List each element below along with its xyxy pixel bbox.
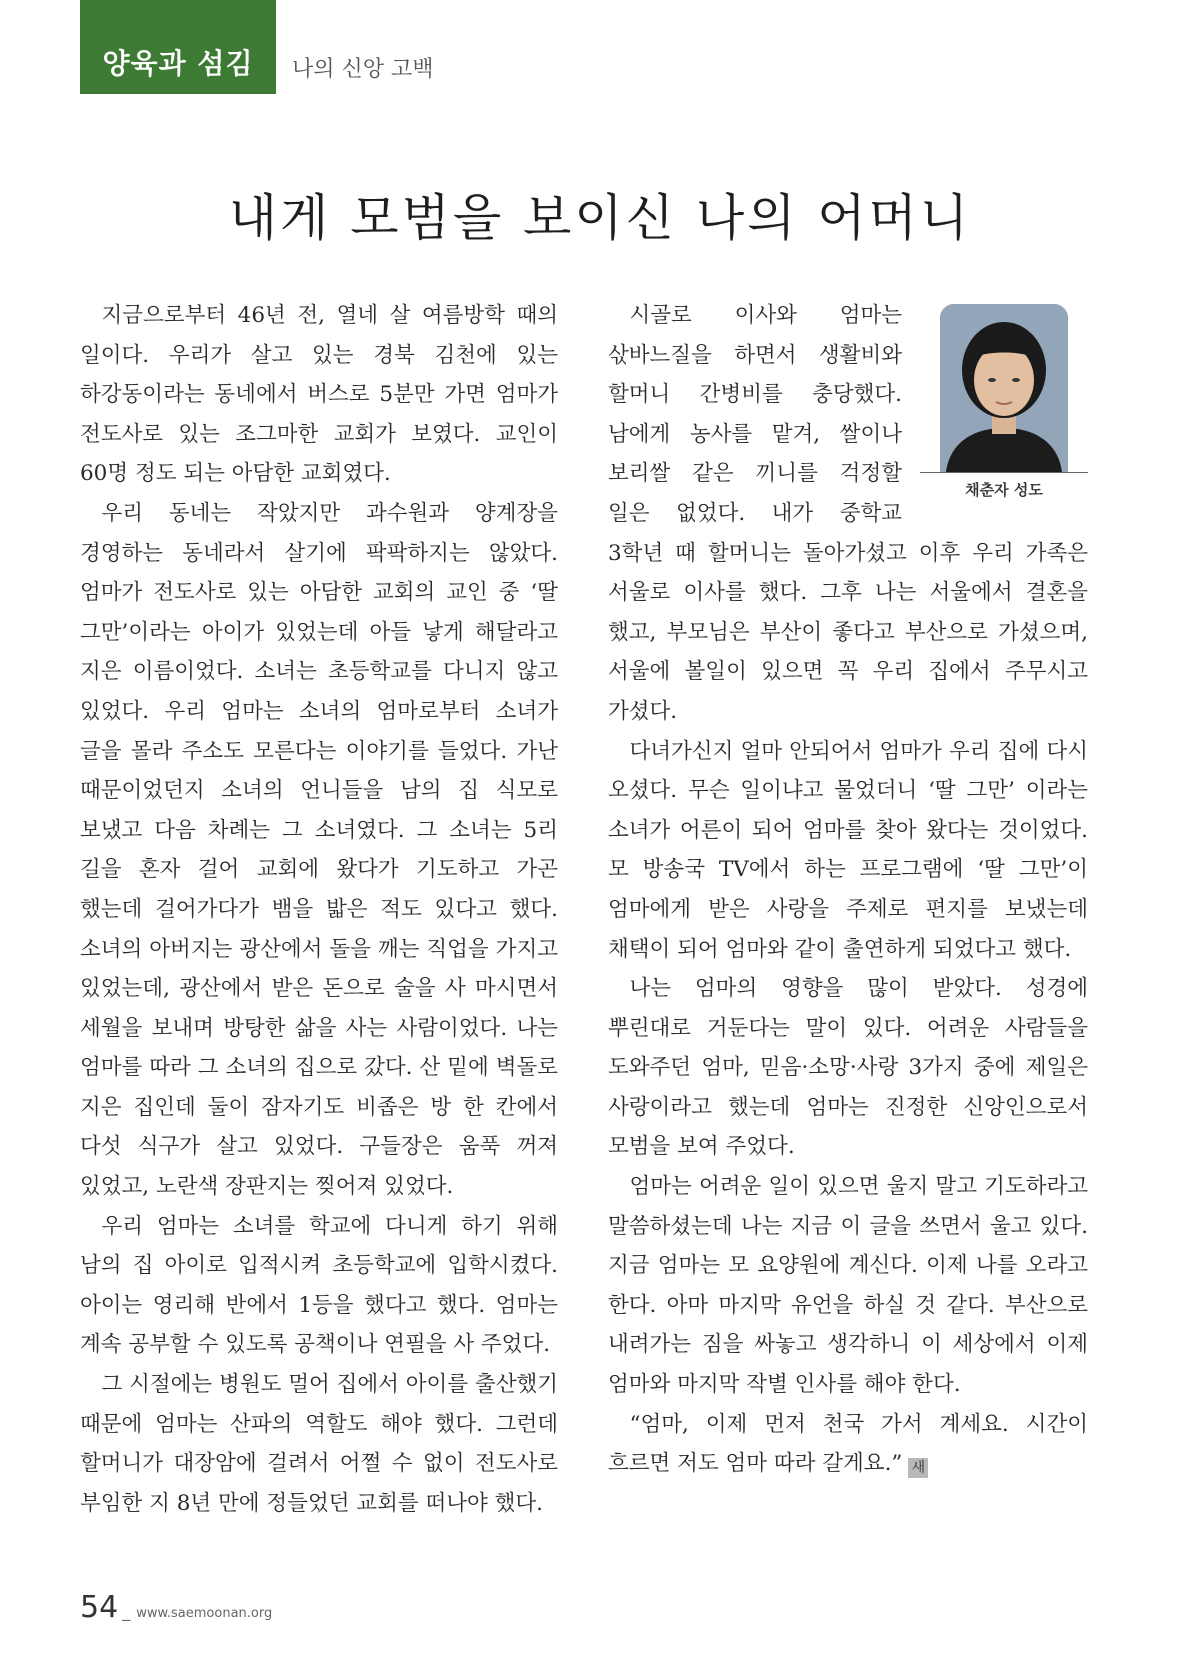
- page-number: 54: [80, 1590, 119, 1625]
- paragraph: 나는 엄마의 영향을 많이 받았다. 성경에 뿌린대로 거둔다는 말이 있다. 어려운 사람들을 도와주던 엄마, 믿음·소망·사랑 3가지 중에 제일은 사랑이라고 했는데 엄마는 진정한 신앙인으로서 모범을 보여 주었다.: [608, 976, 1088, 1160]
- author-photo: [940, 304, 1068, 472]
- paragraph: 시골로 이사와 엄마는 삯바느질을 하면서 생활비와 할머니 간병비를 충당했다. 남에게 농사를 맡겨, 쌀이나 보리쌀 같은 끼니를 걱정할 일은 없었다. 내가 중학교 3학년 때 할머니는 돌아가셨고 이후 우리 가족은 서울로 이사를 했다. 그후 나는 서울에서 결혼을 했고, 부모님은 부산이 좋다고 부산으로 가셨으며, 서울에 볼일이 있으면 꼭 우리 집에서 주무시고 가셨다.: [608, 303, 1088, 724]
- footer-separator: _: [122, 1602, 131, 1621]
- paragraph: 우리 동네는 작았지만 과수원과 양계장을 경영하는 동네라서 살기에 팍팍하지는 않았다. 엄마가 전도사로 있는 아담한 교회의 교인 중 ‘딸 그만’이라는 아이가 있었는데 아들 낳게 해달라고 지은 이름이었다. 소녀는 초등학교를 다니지 않고 있었다. 우리 엄마는 소녀의 엄마로부터 소녀가 글을 몰라 주소도 모른다는 이야기를 들었다. 가난 때문이었던지 소녀의 언니들을 남의 집 식모로 보냈고 다음 차례는 그 소녀였다. 그 소녀는 5리 길을 혼자 걸어 교회에 왔다가 기도하고 가곤 했는데 걸어가다가 뱀을 밟은 적도 있다고 했다. 소녀의 아버지는 광산에서 돌을 깨는 직업을 가지고 있었는데, 광산에서 받은 돈으로 술을 사 마시면서 세월을 보내며 방탕한 삶을 사는 사람이었다. 나는 엄마를 따라 그 소녀의 집으로 갔다. 산 밑에 벽돌로 지은 집인데 둘이 잠자기도 비좁은 방 한 칸에서 다섯 식구가 살고 있었다. 구들장은 움푹 꺼져 있었고, 노란색 장판지는 찢어져 있었다.: [80, 500, 558, 1200]
- paragraph: 우리 엄마는 소녀를 학교에 다니게 하기 위해 남의 집 아이로 입적시켜 초등학교에 입학시켰다. 아이는 영리해 반에서 1등을 했다고 했다. 엄마는 계속 공부할 수 있도록 공책이나 연필을 사 주었다.: [80, 1213, 558, 1358]
- author-photo-box: [920, 304, 1088, 506]
- article-column-left: [80, 296, 558, 1523]
- article-title: 내게 모범을 보이신 나의 어머니: [228, 189, 972, 247]
- footer: [80, 1590, 272, 1625]
- closing-quote: “엄마, 이제 먼저 천국 가서 계세요. 시간이 흐르면 저도 엄마 따라 갈게요.”: [608, 1411, 1088, 1477]
- site-url[interactable]: www.saemoonan.org: [136, 1606, 273, 1621]
- author-caption: 채춘자 성도: [965, 481, 1043, 499]
- paragraph: 지금으로부터 46년 전, 열네 살 여름방학 때의 일이다. 우리가 살고 있는 경북 김천에 있는 하강동이라는 동네에서 버스로 5분만 가면 엄마가 전도사로 있는 조그마한 교회가 보였다. 교인이 60명 정도 되는 아담한 교회였다.: [80, 303, 558, 487]
- paragraph: 그 시절에는 병원도 멀어 집에서 아이를 출산했기 때문에 엄마는 산파의 역할도 해야 했다. 그런데 할머니가 대장암에 걸려서 어쩔 수 없이 전도사로 부임한 지 8년 만에 정들었던 교회를 떠나야 했다.: [80, 1372, 558, 1516]
- article-column-right: [608, 296, 1088, 1484]
- end-mark-icon: 새: [908, 1458, 928, 1478]
- section-label: 양육과 섬김: [102, 47, 254, 80]
- paragraph: 다녀가신지 얼마 안되어서 엄마가 우리 집에 다시 오셨다. 무슨 일이냐고 물었더니 ‘딸 그만’ 이라는 소녀가 어른이 되어 엄마를 찾아 왔다는 것이었다. 모 방송국 TV에서 하는 프로그램에 ‘딸 그만’이 엄마에게 받은 사랑을 주제로 편지를 보냈는데 채택이 되어 엄마와 같이 출연하게 되었다고 했다.: [608, 738, 1088, 962]
- paragraph-last: [608, 1405, 1088, 1484]
- section-tab: [80, 0, 276, 94]
- paragraph: 엄마는 어려운 일이 있으면 울지 말고 기도하라고 말씀하셨는데 나는 지금 이 글을 쓰면서 울고 있다. 지금 엄마는 모 요양원에 계신다. 이제 나를 오라고 한다. 아마 마지막 유언을 하실 것 같다. 부산으로 내려가는 짐을 싸놓고 생각하니 이 세상에서 이제 엄마와 마지막 작별 인사를 해야 한다.: [608, 1174, 1088, 1398]
- subsection-label: 나의 신앙 고백: [292, 57, 434, 82]
- photo-rule: [920, 472, 1088, 473]
